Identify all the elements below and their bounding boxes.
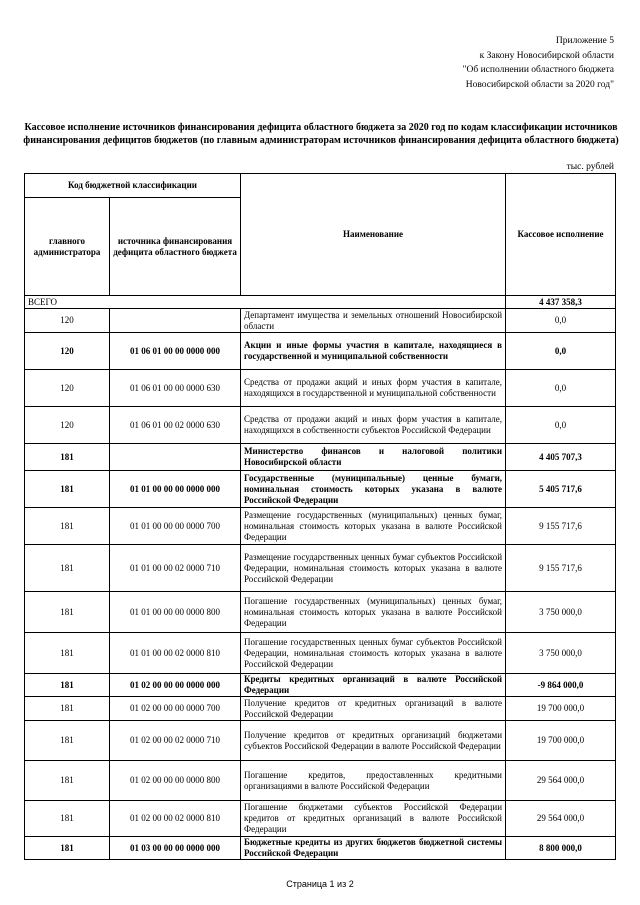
source-code-cell: 01 01 00 00 00 0000 000 (110, 471, 241, 508)
execution-value-cell: 0,0 (506, 309, 616, 333)
source-code-cell: 01 02 00 00 02 0000 810 (110, 801, 241, 837)
source-code-cell: 01 01 00 00 00 0000 800 (110, 592, 241, 633)
name-cell: Кредиты кредитных организаций в валюте Российской Федерации (241, 674, 506, 697)
admin-code-cell: 181 (25, 545, 110, 592)
execution-table (24, 173, 616, 860)
source-code-cell: 01 01 00 00 00 0000 700 (110, 508, 241, 545)
table-row (25, 837, 616, 860)
name-cell: Получение кредитов от кредитных организаций в валюте Российской Федерации (241, 697, 506, 721)
admin-code-cell: 181 (25, 592, 110, 633)
source-code-cell: 01 06 01 00 00 0000 000 (110, 333, 241, 370)
source-code-cell: 01 01 00 00 02 0000 710 (110, 545, 241, 592)
name-cell: Погашение государственных (муниципальных) ценных бумаг, номинальная стоимость которых указана в валюте Российской Федерации (241, 592, 506, 633)
admin-code-cell: 181 (25, 444, 110, 471)
name-cell: Размещение государственных (муниципальных) ценных бумаг, номинальная стоимость которых указана в валюте Российской Федерации (241, 508, 506, 545)
table-row (25, 508, 616, 545)
table-row (25, 633, 616, 674)
name-cell: Погашение бюджетами субъектов Российской Федерации кредитов от кредитных организаций в валюте Российской Федерации (241, 801, 506, 837)
units-label: тыс. рублей (566, 162, 614, 172)
table-row (25, 370, 616, 407)
admin-code-cell: 120 (25, 333, 110, 370)
source-code-cell: 01 02 00 00 00 0000 700 (110, 697, 241, 721)
source-code-cell: 01 02 00 00 00 0000 800 (110, 761, 241, 801)
execution-value-cell: 19 700 000,0 (506, 721, 616, 761)
execution-value-cell: 3 750 000,0 (506, 592, 616, 633)
name-cell: Бюджетные кредиты из других бюджетов бюджетной системы Российской Федерации (241, 837, 506, 860)
execution-value-cell: 4 405 707,3 (506, 444, 616, 471)
table-body (25, 174, 616, 860)
execution-value-cell: 29 564 000,0 (506, 801, 616, 837)
table-row (25, 407, 616, 444)
execution-value-cell: 0,0 (506, 370, 616, 407)
admin-code-cell: 120 (25, 407, 110, 444)
admin-code-cell: 181 (25, 761, 110, 801)
table-row (25, 471, 616, 508)
source-code-cell: 01 03 00 00 00 0000 000 (110, 837, 241, 860)
execution-value-cell: 3 750 000,0 (506, 633, 616, 674)
header-row (25, 174, 616, 198)
admin-code-cell: 181 (25, 471, 110, 508)
header-source: источника финансирования дефицита областного бюджета (110, 198, 241, 296)
admin-code-cell: 181 (25, 837, 110, 860)
table-row (25, 545, 616, 592)
admin-code-cell: 181 (25, 633, 110, 674)
source-code-cell: 01 02 00 00 02 0000 710 (110, 721, 241, 761)
total-row (25, 296, 616, 309)
name-cell: Средства от продажи акций и иных форм участия в капитале, находящихся в собственности субъектов Российской Федерации (241, 407, 506, 444)
name-cell: Погашение государственных ценных бумаг субъектов Российской Федерации, номинальная стоимость которых указана в валюте Российской Федерации (241, 633, 506, 674)
table-row (25, 801, 616, 837)
table-row (25, 333, 616, 370)
total-label: ВСЕГО (25, 296, 506, 309)
table-row (25, 444, 616, 471)
execution-value-cell: 9 155 717,6 (506, 545, 616, 592)
page-footer: Страница 1 из 2 (286, 879, 354, 889)
admin-code-cell: 120 (25, 309, 110, 333)
appendix-line: к Закону Новосибирской области (479, 50, 614, 61)
admin-code-cell: 120 (25, 370, 110, 407)
source-code-cell: 01 02 00 00 00 0000 000 (110, 674, 241, 697)
appendix-line: "Об исполнении областного бюджета (462, 65, 614, 75)
table-row (25, 309, 616, 333)
header-code-group: Код бюджетной классификации (25, 174, 241, 198)
admin-code-cell: 181 (25, 697, 110, 721)
source-code-cell (110, 444, 241, 471)
execution-value-cell: 0,0 (506, 407, 616, 444)
name-cell: Государственные (муниципальные) ценные бумаги, номинальная стоимость которых указана в валюте Российской Федерации (241, 471, 506, 508)
name-cell: Средства от продажи акций и иных форм участия в капитале, находящихся в государственной и муниципальной собственности (241, 370, 506, 407)
source-code-cell: 01 01 00 00 02 0000 810 (110, 633, 241, 674)
header-execution: Кассовое исполнение (506, 174, 616, 296)
execution-value-cell: 9 155 717,6 (506, 508, 616, 545)
name-cell: Получение кредитов от кредитных организаций бюджетами субъектов Российской Федерации в валюте Российской Федерации (241, 721, 506, 761)
name-cell: Размещение государственных ценных бумаг субъектов Российской Федерации, номинальная стоимость которых указана в валюте Российской Федерации (241, 545, 506, 592)
execution-value-cell: 19 700 000,0 (506, 697, 616, 721)
total-value: 4 437 358,3 (506, 296, 616, 309)
appendix-line: Приложение 5 (555, 36, 614, 46)
name-cell: Акции и иные формы участия в капитале, находящиеся в государственной и муниципальной собственности (241, 333, 506, 370)
name-cell: Министерство финансов и налоговой политики Новосибирской области (241, 444, 506, 471)
execution-value-cell: 0,0 (506, 333, 616, 370)
header-name: Наименование (241, 174, 506, 296)
execution-value-cell: 5 405 717,6 (506, 471, 616, 508)
admin-code-cell: 181 (25, 508, 110, 545)
source-code-cell: 01 06 01 00 00 0000 630 (110, 370, 241, 407)
admin-code-cell: 181 (25, 674, 110, 697)
name-cell: Погашение кредитов, предоставленных кредитными организациями в валюте Российской Федерации (241, 761, 506, 801)
execution-value-cell: 8 800 000,0 (506, 837, 616, 860)
name-cell: Департамент имущества и земельных отношений Новосибирской области (241, 309, 506, 333)
execution-value-cell: 29 564 000,0 (506, 761, 616, 801)
admin-code-cell: 181 (25, 801, 110, 837)
table-row (25, 721, 616, 761)
appendix-line: Новосибирской области за 2020 год" (465, 79, 614, 90)
appendix-note (394, 34, 614, 92)
table-row (25, 697, 616, 721)
table-row (25, 674, 616, 697)
document-title: Кассовое исполнение источников финансирования дефицита областного бюджета за 2020 год по кодам классификации источников финансирования дефицитов бюджетов (по главным администраторам источников финансирования дефицита областного бюджета) (23, 122, 619, 146)
source-code-cell: 01 06 01 00 02 0000 630 (110, 407, 241, 444)
header-admin: главного администратора (25, 198, 110, 296)
execution-value-cell: -9 864 000,0 (506, 674, 616, 697)
table-row (25, 592, 616, 633)
table-row (25, 761, 616, 801)
source-code-cell (110, 309, 241, 333)
admin-code-cell: 181 (25, 721, 110, 761)
